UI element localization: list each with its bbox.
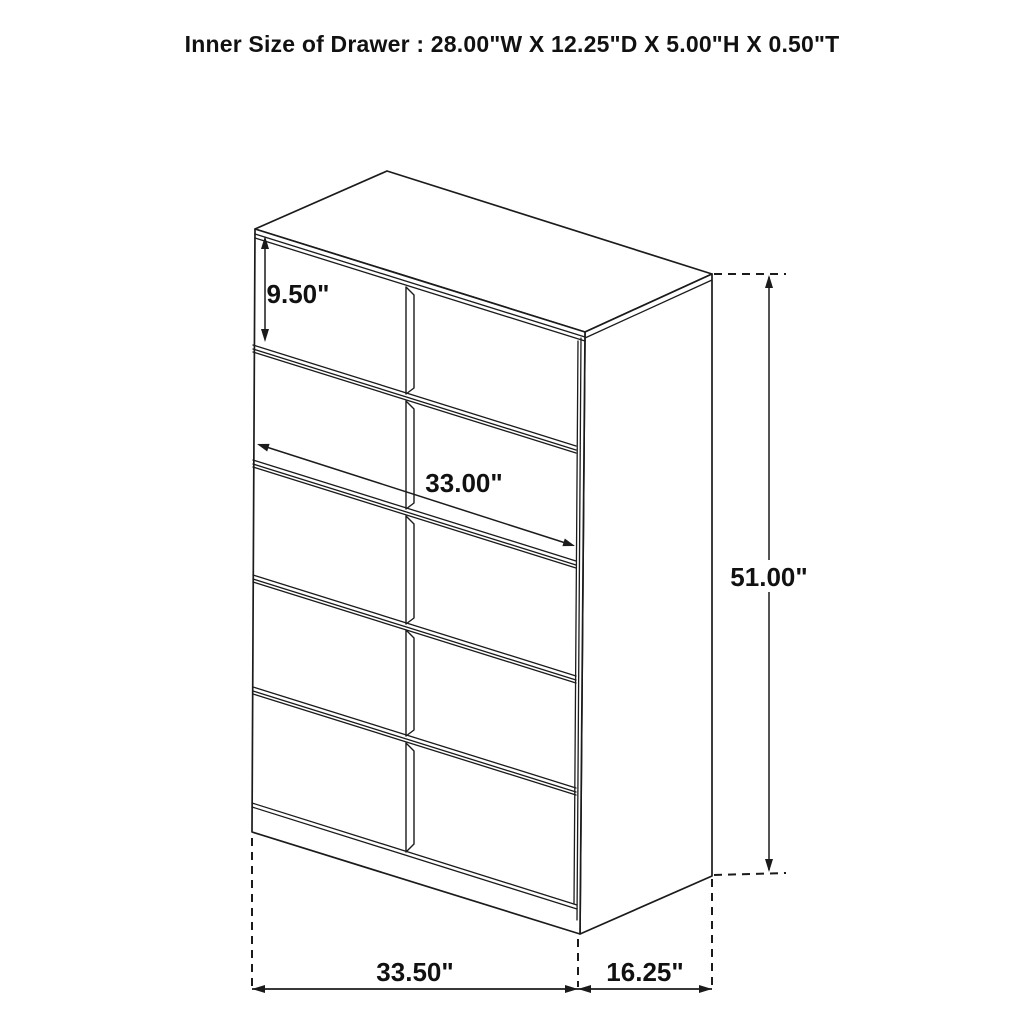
dim-label-front-width: 33.00" [425, 468, 503, 498]
arrowhead-left-icon [578, 985, 591, 993]
arrowhead-up-icon [765, 275, 773, 288]
cabinet-front-face [252, 229, 585, 934]
dim-label-top-drawer-height: 9.50" [266, 279, 330, 309]
arrowhead-right-icon [699, 985, 712, 993]
arrowhead-right-icon [565, 985, 578, 993]
cabinet-side-face [580, 274, 712, 934]
arrowhead-left-icon [252, 985, 265, 993]
arrowhead-down-icon [765, 859, 773, 872]
dim-label-base-depth: 16.25" [606, 957, 684, 987]
dim-label-base-width: 33.50" [376, 957, 454, 987]
page-title: Inner Size of Drawer : 28.00"W X 12.25"D X 5.00"H X 0.50"T [184, 31, 840, 57]
dim-label-overall-height: 51.00" [730, 562, 808, 592]
dimension-overall-height [714, 274, 808, 875]
